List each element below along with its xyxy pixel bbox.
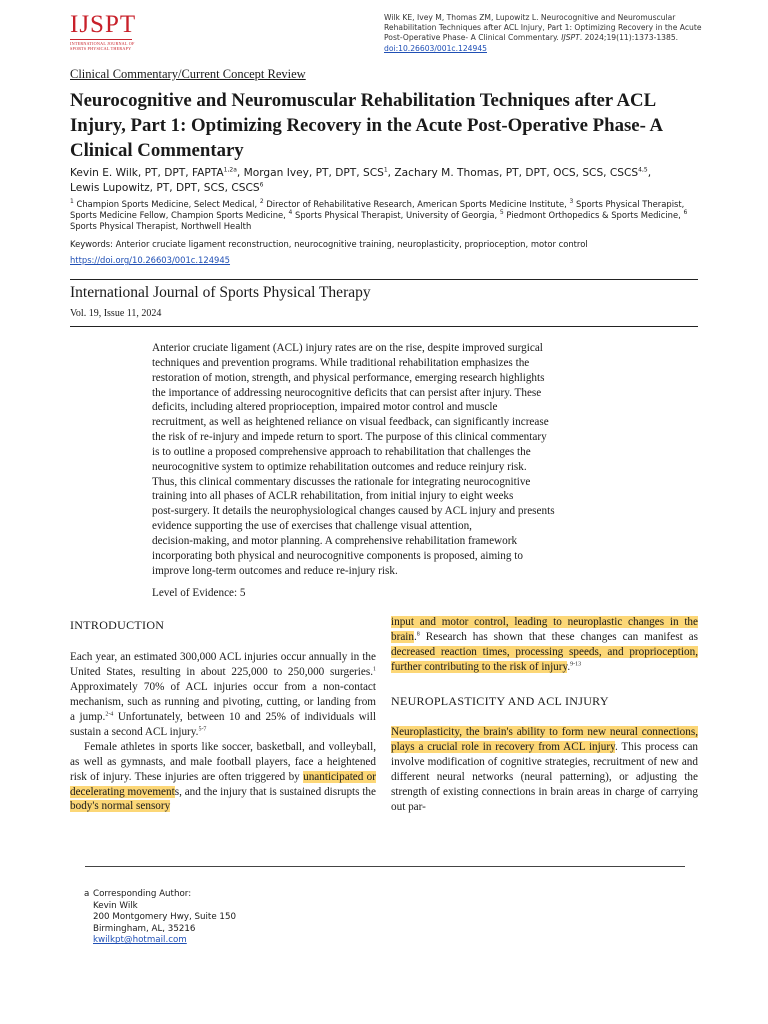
footnote-marker: a	[84, 889, 90, 899]
highlighted-text: Neuroplasticity, the brain's ability to form new neural connections, plays a crucial role in recovery from ACL injury	[391, 725, 698, 753]
abstract-line: post-surgery. It details the neurophysiological changes caused by ACL injury and presents	[152, 505, 555, 518]
level-of-evidence: Level of Evidence: 5	[152, 587, 246, 599]
author-list: Kevin E. Wilk, PT, DPT, $FAPTA^{1,2a}$, Morgan Ivey, PT, DPT, SCS$^1$, Zachary M. Thomas, PT, DPT, OCS, SCS, CSCS$^{4,5}$, Lewis Lupowitz, PT, DPT, SCS, CSCS$^6$	[70, 166, 652, 194]
author: Kevin E. Wilk, PT, DPT, FAPTA	[70, 167, 224, 179]
corr-address-1: 200 Montgomery Hwy, Suite 150	[93, 912, 237, 923]
abstract	[152, 341, 622, 579]
abstract-line: recruitment, as well as heightened reliance on visual feedback, can significantly increase	[152, 416, 549, 429]
author-sup: 6	[259, 181, 264, 189]
section-heading-introduction: INTRODUCTION	[70, 618, 165, 632]
corr-label: Corresponding Author:	[93, 889, 192, 899]
volume-info: Vol. 19, Issue 11, 2024	[70, 308, 162, 319]
divider-bottom	[70, 326, 698, 327]
abstract-line: training into all phases of ACLR rehabilitation, from initial injury to eight weeks	[152, 490, 514, 503]
abstract-line: improve long-term outcomes and reduce re-injury risk.	[152, 564, 398, 577]
text-run: Female athletes in sports like soccer, basketball, and volleyball, as well as gymnasts, and male football players, face a heightened risk of injury. These injuries are often triggered by	[70, 740, 376, 783]
abstract-line: is to outline a proposed comprehensive approach to rehabilitation that challenges the	[152, 445, 531, 458]
paragraph	[70, 650, 376, 740]
paragraph	[70, 740, 376, 815]
citation-ref: 2-4	[105, 711, 114, 718]
text-run: Unfortunately, between 10 and 25% of individuals will sustain a second ACL injury.	[70, 710, 377, 738]
abstract-line: restoration of motion, strength, and physical performance, emerging research highlights	[152, 371, 545, 384]
text-run: . This process can involve modification of cognitive strategies, recruitment of new and different neural networks (neural patterning), or adjusting the strength of existing connections in brain areas in charge of carrying out par-	[391, 740, 698, 813]
section-heading-neuroplasticity: NEUROPLASTICITY AND ACL INJURY	[391, 693, 609, 708]
article-type: Clinical Commentary/Current Concept Review	[70, 67, 306, 81]
logo-rule	[70, 39, 132, 40]
text-run: .	[414, 630, 417, 643]
affiliation: Sports Physical Therapist, Sports Medicine Fellow, Champion Sports Medicine,	[70, 199, 685, 221]
text-run: Approximately 70% of ACL injuries occur from a non-contact mechanism, such as running and pivoting, cutting, or landing from a jump.	[70, 680, 376, 723]
abstract-line: incorporating both physical and neurocognitive components is proposed, aiming to	[152, 549, 523, 562]
aff-num: 4	[288, 209, 293, 217]
affiliations	[70, 199, 710, 233]
logo-subtitle-1: INTERNATIONAL JOURNAL OF	[70, 41, 135, 46]
right-column	[391, 615, 698, 814]
abstract-line: the importance of addressing neurocognitive deficits that can persist after injury. These	[152, 386, 542, 399]
text-run: Each year, an estimated 300,000 ACL injuries occur annually in the United States, resulting in about 225,000 to 250,000 surgeries.	[70, 650, 376, 678]
author: Zachary M. Thomas, PT, DPT, OCS, SCS, CSCS	[394, 167, 639, 179]
abstract-line: decision-making, and motor planning. A comprehensive rehabilitation framework	[152, 534, 518, 547]
aff-num: 5	[499, 209, 504, 217]
citation-doi-link[interactable]: doi:10.26603/001c.124945	[384, 43, 487, 53]
affiliation: Piedmont Orthopedics & Sports Medicine,	[506, 210, 681, 221]
citation-journal: IJSPT	[561, 33, 580, 43]
affiliation: Director of Rehabilitative Research, American Sports Medicine Institute,	[266, 199, 567, 209]
highlighted-text: unanticipated or decelerating movement	[70, 770, 377, 798]
affiliation: Champion Sports Medicine, Select Medical,	[76, 199, 258, 209]
keywords: Keywords: Anterior cruciate ligament reconstruction, neurocognitive training, neuroplasticity, proprioception, motor control	[70, 239, 588, 249]
citation-block	[384, 13, 704, 54]
corr-address-2: Birmingham, AL, 35216	[93, 923, 196, 934]
journal-name: International Journal of Sports Physical Therapy	[70, 284, 371, 301]
text-run: .	[567, 660, 571, 673]
aff-num: 2	[259, 198, 264, 206]
abstract-line: techniques and prevention programs. While traditional rehabilitation emphasizes the	[152, 356, 530, 369]
citation-details: . 2024;19(11):1373-1385.	[579, 33, 679, 43]
highlighted-text: body's normal sensory	[70, 800, 171, 813]
affiliation: Sports Physical Therapist, University of Georgia,	[295, 210, 498, 221]
author: Lewis Lupowitz, PT, DPT, SCS, CSCS	[70, 182, 260, 194]
logo-text: IJSPT	[70, 11, 137, 38]
author-sup: 1	[383, 166, 388, 174]
article-title: Neurocognitive and Neuromuscular Rehabilitation Techniques after ACL Injury, Part 1: Optimizing Recovery in the Acute Post-Operative Phase- A Clinical Commentary	[70, 90, 663, 161]
affiliation: Sports Physical Therapist, Northwell Health	[70, 221, 252, 232]
divider-top	[70, 279, 698, 280]
paragraph	[391, 725, 698, 815]
left-column	[70, 618, 376, 814]
citation-ref: 8	[416, 631, 420, 638]
corr-email-link[interactable]: kwilkpt@hotmail.com	[93, 935, 187, 946]
aff-num: 3	[569, 198, 574, 206]
author-sup: 1,2a	[223, 166, 237, 174]
author-sup: 4,5	[638, 166, 648, 174]
highlighted-text: decreased reaction times, processing speeds, and proprioception, further contributing to the risk of injury	[391, 645, 698, 673]
abstract-line: the risk of re-injury and impede return to sport. The purpose of this clinical commentary	[152, 431, 547, 444]
abstract-line: Anterior cruciate ligament (ACL) injury rates are on the rise, despite improved surgical	[152, 342, 543, 354]
citation-text: Wilk KE, Ivey M, Thomas ZM, Lupowitz L. Neurocognitive and Neuromuscular Rehabilitation Techniques after ACL Injury, Part 1: Optimizing Recovery in the Acute Post-Operative Phase- A Clinical Commentary.	[384, 13, 702, 43]
corresponding-author	[84, 889, 236, 947]
aff-num: 1	[70, 198, 74, 206]
aff-num: 6	[683, 209, 688, 217]
paragraph	[391, 615, 698, 675]
corr-name: Kevin Wilk	[93, 900, 138, 911]
abstract-line: evidence supporting the use of exercises that challenge visual attention,	[152, 520, 472, 533]
journal-logo	[70, 11, 137, 51]
citation-ref: 1	[373, 666, 376, 673]
citation-ref: 5-7	[198, 725, 207, 732]
citation-ref: 9-13	[570, 661, 582, 668]
highlighted-text: input and motor control, leading to neuroplastic changes in the brain	[391, 616, 698, 643]
author: Morgan Ivey, PT, DPT, SCS	[243, 167, 384, 179]
doi-link[interactable]: https://doi.org/10.26603/001c.124945	[70, 255, 231, 265]
abstract-line: deficits, including altered proprioception, impaired motor control and muscle	[152, 401, 498, 414]
abstract-line: neurocognitive system to optimize rehabilitation outcomes and reduce reinjury risk.	[152, 460, 527, 473]
footnote-divider	[85, 866, 685, 867]
logo-subtitle-2: SPORTS PHYSICAL THERAPY	[70, 46, 132, 51]
text-run: s, and the injury that is sustained disrupts the	[174, 785, 376, 798]
text-run: Research has shown that these changes can manifest as	[419, 630, 698, 643]
abstract-line: Thus, this clinical commentary discusses the rationale for integrating neurocognitive	[152, 475, 531, 488]
